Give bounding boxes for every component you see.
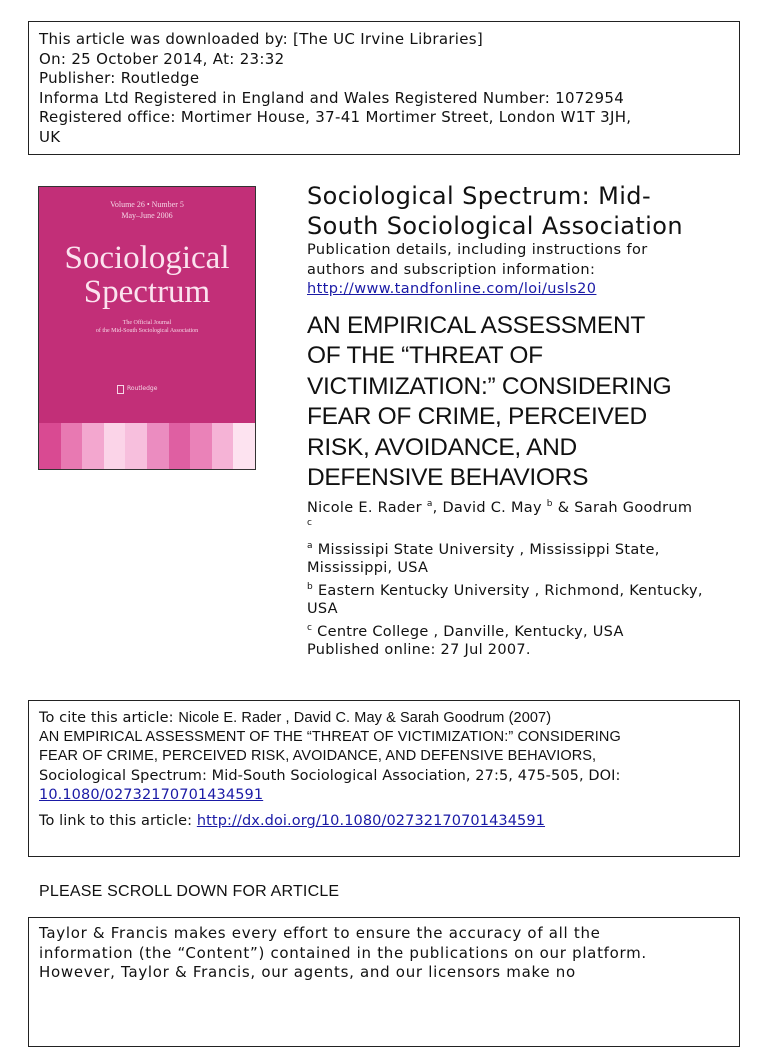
affiliation-text: Mississippi, USA: [307, 560, 429, 576]
cover-stripe: [190, 423, 212, 469]
affiliation: [307, 582, 747, 619]
article-link[interactable]: http://dx.doi.org/10.1080/02732170701434591: [196, 813, 546, 830]
article-title-line: OF THE “THREAT OF: [307, 342, 543, 369]
cover-stripe: [61, 423, 83, 469]
cover-title: [39, 241, 255, 309]
affiliation-text: Centre College , Danville, Kentucky, USA: [317, 623, 624, 640]
article-header: [307, 181, 747, 660]
article-link-label: To link to this article:: [39, 813, 197, 830]
disclaimer-line: However, Taylor & Francis, our agents, and our licensors make no: [39, 963, 576, 981]
article-title-line: FEAR OF CRIME, PERCEIVED: [307, 403, 647, 430]
citation-line: [39, 709, 729, 728]
author-name: Nicole E. Rader: [307, 499, 422, 516]
publication-details-line: authors and subscription information:: [307, 261, 596, 278]
cover-title-line: Sociological: [64, 240, 230, 276]
cover-subtitle: [39, 319, 255, 335]
author-affiliation-mark: c: [307, 517, 313, 528]
routledge-logo-icon: [117, 385, 124, 394]
download-notice-line: Informa Ltd Registered in England and Wales Registered Number: 1072954: [39, 88, 625, 107]
author-affiliation-mark: a: [426, 498, 433, 509]
affiliation-mark: b: [307, 581, 314, 592]
affiliation: [307, 541, 747, 578]
cover-stripe: [147, 423, 169, 469]
published-online: Published online: 27 Jul 2007.: [307, 642, 531, 658]
cover-stripe: [82, 423, 104, 469]
disclaimer-line: information (the “Content”) contained in the publications on our platform.: [39, 943, 647, 962]
cover-date-line: May–June 2006: [121, 211, 173, 220]
download-notice-line: UK: [39, 127, 61, 146]
disclaimer-line: Taylor & Francis makes every effort to ensure the accuracy of all the: [39, 924, 601, 942]
author-affiliation-mark: b: [546, 498, 553, 509]
cover-stripe: [169, 423, 191, 469]
affiliation-text: Mississipi State University , Mississippi State,: [317, 541, 660, 558]
citation-box: [28, 700, 740, 857]
citation-label: To cite this article:: [39, 710, 179, 726]
doi-link[interactable]: 10.1080/02732170701434591: [39, 786, 264, 803]
journal-cover-image: [38, 186, 256, 470]
download-notice-line: On: 25 October 2014, At: 23:32: [39, 49, 285, 68]
cover-volume-line: Volume 26 • Number 5: [110, 200, 184, 209]
article-title: [307, 311, 747, 494]
journal-title-line: South Sociological Association: [307, 212, 683, 240]
article-title-line: AN EMPIRICAL ASSESSMENT: [307, 311, 646, 339]
citation-line: FEAR OF CRIME, PERCEIVED RISK, AVOIDANCE, AND DEFENSIVE BEHAVIORS,: [39, 748, 597, 765]
scroll-notice: PLEASE SCROLL DOWN FOR ARTICLE: [39, 883, 340, 900]
cover-stripe: [212, 423, 234, 469]
download-notice-line: This article was downloaded by: [The UC Irvine Libraries]: [39, 30, 484, 48]
article-title-line: DEFENSIVE BEHAVIORS: [307, 464, 589, 491]
cover-subtitle-line: The Official Journal: [122, 320, 172, 326]
cover-stripe: [125, 423, 147, 469]
cover-stripe: [39, 423, 61, 469]
affiliation: [307, 623, 747, 660]
article-title-line: RISK, AVOIDANCE, AND: [307, 433, 577, 461]
citation-line: AN EMPIRICAL ASSESSMENT OF THE “THREAT OF VICTIMIZATION:” CONSIDERING: [39, 729, 621, 746]
article-title-line: VICTIMIZATION:” CONSIDERING: [307, 372, 672, 400]
affiliation-text: USA: [307, 601, 338, 617]
affiliation-text: Eastern Kentucky University , Richmond, Kentucky,: [317, 582, 703, 599]
article-link-line: [39, 812, 729, 831]
cover-stripe: [233, 423, 255, 469]
author-list: Nicole E. Rader $^a$, David C. May $^b$ & Sarah Goodrum $^c$: [307, 498, 693, 528]
disclaimer-box: [28, 917, 740, 1047]
citation-doi-line: [39, 786, 729, 805]
citation-authors: Nicole E. Rader , David C. May & Sarah Goodrum (2007): [178, 710, 552, 726]
publication-details-line: Publication details, including instructions for: [307, 242, 648, 258]
publication-details: [307, 241, 747, 300]
author-name: David C. May: [442, 499, 542, 516]
affiliation-mark: a: [307, 540, 313, 551]
author-name: Sarah Goodrum: [574, 499, 693, 516]
cover-stripes: [39, 423, 255, 469]
journal-title-line: Sociological Spectrum: Mid-: [307, 182, 651, 210]
affiliation-mark: c: [307, 622, 313, 633]
cover-volume: [39, 199, 255, 221]
cover-publisher: Routledge: [127, 385, 158, 392]
download-notice-line: Publisher: Routledge: [39, 69, 200, 87]
download-notice-box: [28, 21, 740, 155]
journal-title: [307, 181, 747, 241]
journal-url-link[interactable]: http://www.tandfonline.com/loi/usls20: [307, 281, 597, 297]
cover-stripe: [104, 423, 126, 469]
cover-subtitle-line: of the Mid-South Sociological Association: [95, 328, 199, 334]
cover-title-line: Spectrum: [83, 274, 211, 310]
citation-line: Sociological Spectrum: Mid-South Sociological Association, 27:5, 475-505, DOI:: [39, 767, 621, 784]
download-notice-line: Registered office: Mortimer House, 37-41 Mortimer Street, London W1T 3JH,: [39, 108, 632, 126]
